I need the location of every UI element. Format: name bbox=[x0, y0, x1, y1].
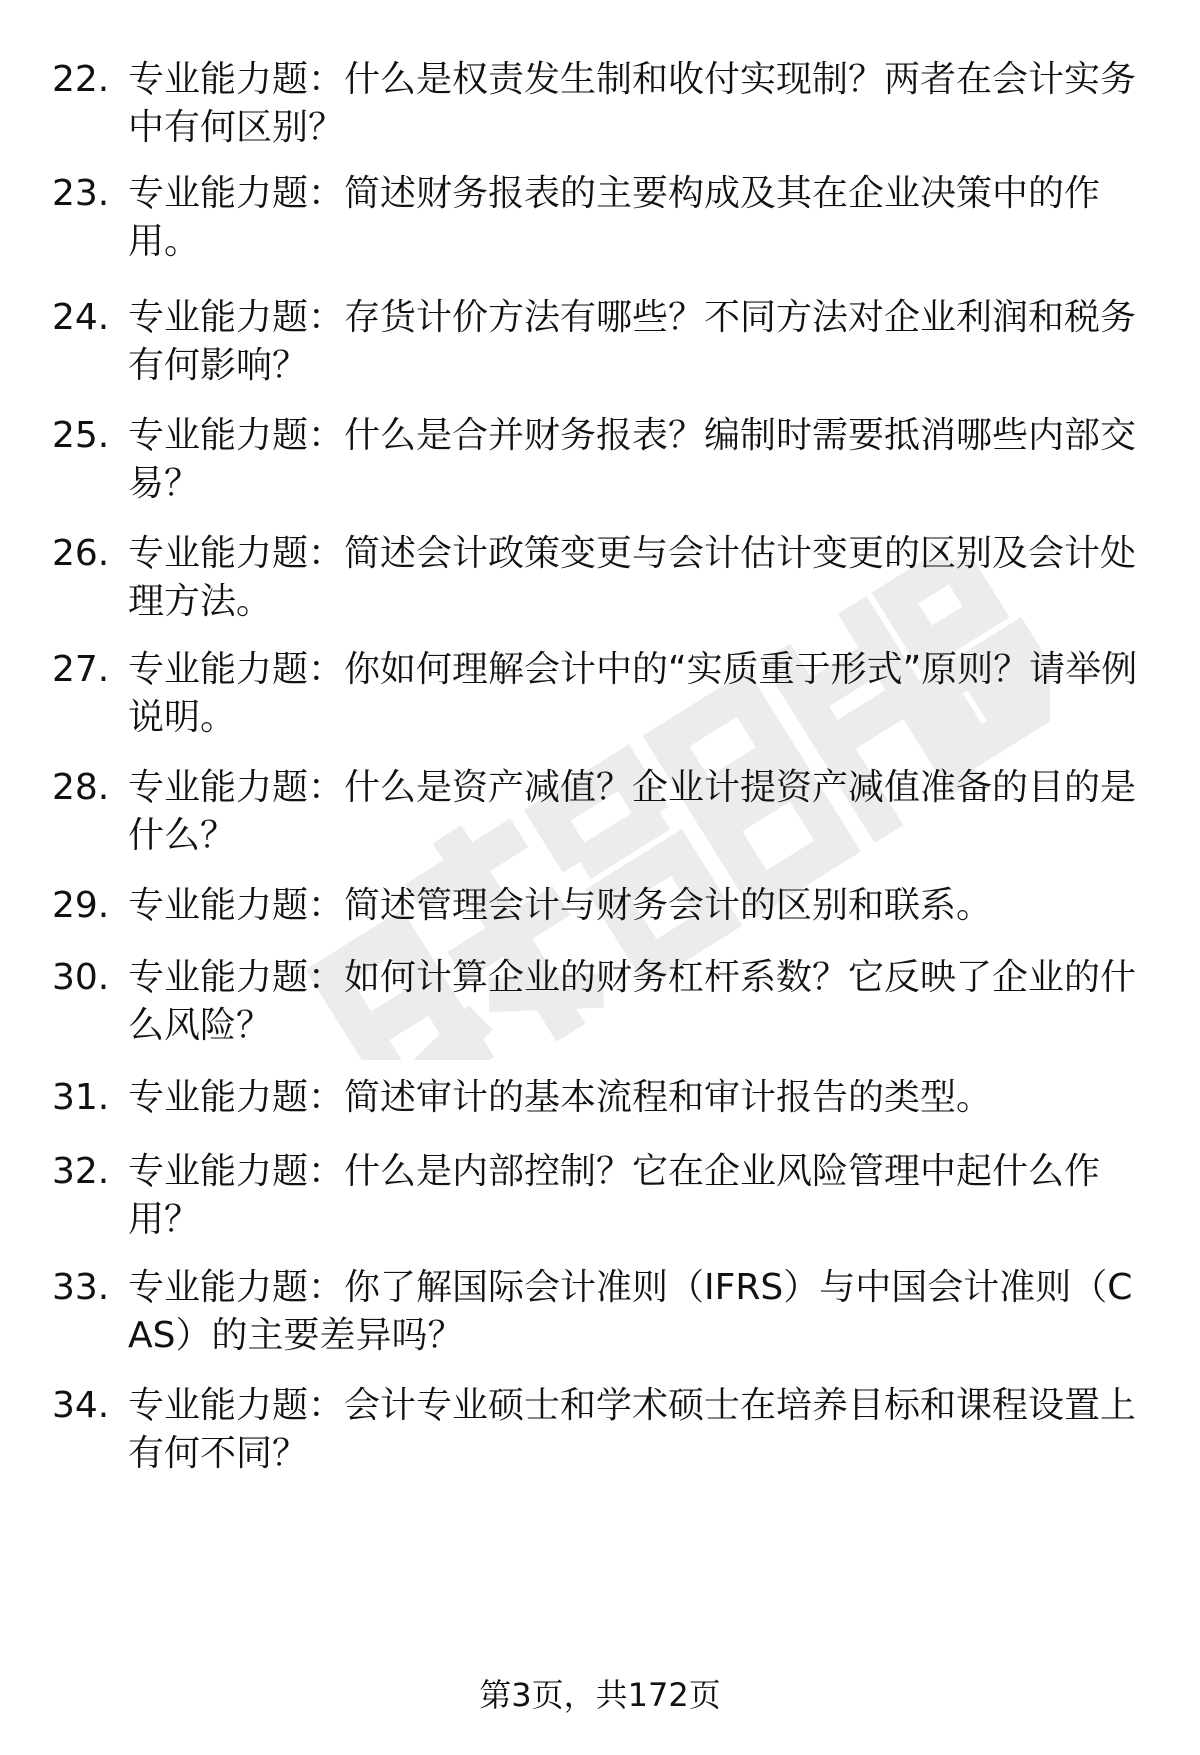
list-item bbox=[52, 1264, 1142, 1360]
question-number: 26. bbox=[52, 533, 110, 574]
page-footer: 第3页，共172页 bbox=[479, 1676, 721, 1714]
question-number: 33. bbox=[52, 1267, 110, 1308]
list-item bbox=[52, 954, 1142, 1050]
question-text: 专业能力题：简述会计政策变更与会计估计变更的区别及会计处理方法。 bbox=[128, 533, 1137, 622]
list-item bbox=[52, 1074, 1142, 1122]
question-text: 专业能力题：会计专业硕士和学术硕士在培养目标和课程设置上有何不同？ bbox=[128, 1385, 1137, 1474]
list-item bbox=[52, 764, 1142, 860]
list-item bbox=[52, 294, 1142, 390]
question-text: 专业能力题：简述管理会计与财务会计的区别和联系。 bbox=[128, 885, 993, 926]
question-number: 31. bbox=[52, 1077, 110, 1118]
question-number: 30. bbox=[52, 957, 110, 998]
question-number: 32. bbox=[52, 1151, 110, 1192]
list-item bbox=[52, 882, 1142, 930]
question-text: 专业能力题：什么是内部控制？它在企业风险管理中起什么作用？ bbox=[128, 1151, 1101, 1240]
question-number: 23. bbox=[52, 173, 110, 214]
list-item bbox=[52, 412, 1142, 508]
question-number: 25. bbox=[52, 415, 110, 456]
question-text: 专业能力题：存货计价方法有哪些？不同方法对企业利润和税务有何影响？ bbox=[128, 297, 1137, 386]
question-number: 29. bbox=[52, 885, 110, 926]
question-text: 专业能力题：你如何理解会计中的“实质重于形式”原则？请举例说明。 bbox=[128, 649, 1138, 738]
list-item bbox=[52, 1382, 1142, 1478]
question-text: 专业能力题：什么是合并财务报表？编制时需要抵消哪些内部交易？ bbox=[128, 415, 1137, 504]
question-text: 专业能力题：什么是权责发生制和收付实现制？两者在会计实务中有何区别？ bbox=[128, 59, 1137, 148]
question-text: 专业能力题：你了解国际会计准则（IFRS）与中国会计准则（CAS）的主要差异吗？ bbox=[128, 1267, 1133, 1356]
question-text: 专业能力题：简述财务报表的主要构成及其在企业决策中的作用。 bbox=[128, 173, 1101, 262]
question-text: 专业能力题：简述审计的基本流程和审计报告的类型。 bbox=[128, 1077, 993, 1118]
question-number: 34. bbox=[52, 1385, 110, 1426]
question-number: 28. bbox=[52, 767, 110, 808]
question-text: 专业能力题：什么是资产减值？企业计提资产减值准备的目的是什么？ bbox=[128, 767, 1137, 856]
list-item bbox=[52, 56, 1142, 152]
question-number: 22. bbox=[52, 59, 110, 100]
list-item bbox=[52, 530, 1142, 626]
list-item bbox=[52, 646, 1142, 742]
question-number: 24. bbox=[52, 297, 110, 338]
list-item bbox=[52, 1148, 1142, 1244]
question-number: 27. bbox=[52, 649, 110, 690]
question-text: 专业能力题：如何计算企业的财务杠杆系数？它反映了企业的什么风险？ bbox=[128, 957, 1137, 1046]
list-item bbox=[52, 170, 1142, 266]
